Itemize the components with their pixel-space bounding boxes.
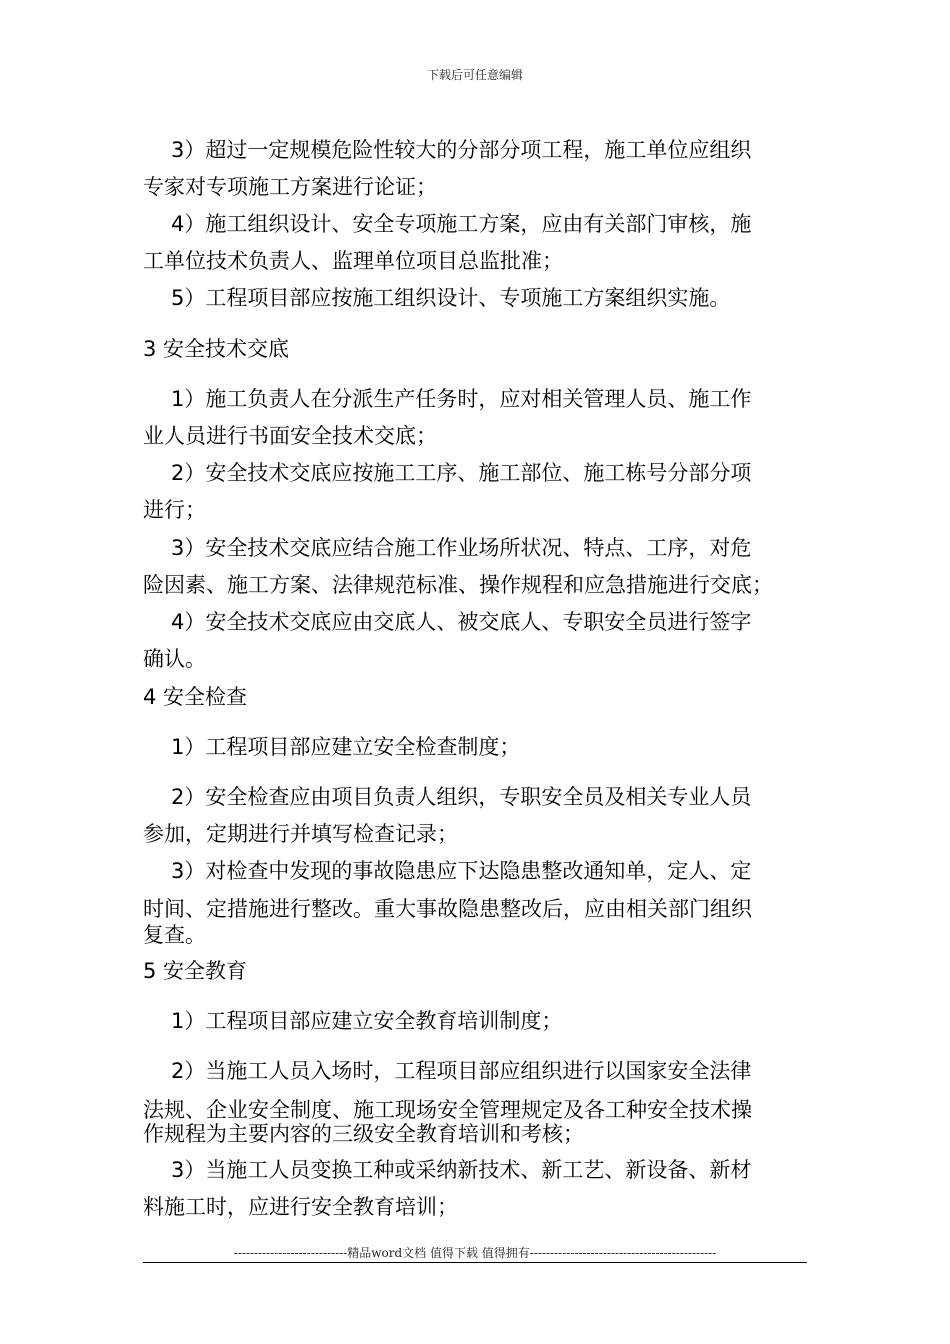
text-line: 业人员进行书面安全技术交底； (143, 424, 437, 448)
text-line: 工单位技术负责人、监理单位项目总监批准； (143, 249, 563, 273)
text-line: 作规程为主要内容的三级安全教育培训和考核； (143, 1122, 584, 1146)
text-line: 3）超过一定规模危险性较大的分部分项工程，施工单位应组织 (171, 138, 752, 162)
text-line: 3）安全技术交底应结合施工作业场所状况、特点、工序，对危 (171, 536, 752, 560)
section-heading: 3 安全技术交底 (143, 337, 290, 361)
page-footer: ----------------------------精品word文档 值得下载 值得拥有---------------------------------------------- (233, 1246, 717, 1260)
text-line: 5）工程项目部应按施工组织设计、专项施工方案组织实施。 (171, 286, 731, 310)
text-line: 料施工时，应进行安全教育培训； (143, 1195, 458, 1219)
text-line: 参加，定期进行并填写检查记录； (143, 822, 458, 846)
text-line: 2）安全检查应由项目负责人组织，专职安全员及相关专业人员 (171, 785, 752, 809)
text-line: 1）施工负责人在分派生产任务时，应对相关管理人员、施工作 (171, 387, 752, 411)
text-line: 确认。 (143, 647, 206, 671)
text-line: 4）安全技术交底应由交底人、被交底人、专职安全员进行签字 (171, 610, 752, 634)
text-line: 2）安全技术交底应按施工工序、施工部位、施工栋号分部分项 (171, 461, 752, 485)
footer-divider (143, 1262, 807, 1263)
text-line: 1）工程项目部应建立安全教育培训制度； (171, 1009, 563, 1033)
text-line: 4）施工组织设计、安全专项施工方案，应由有关部门审核，施 (171, 212, 752, 236)
text-line: 复查。 (143, 923, 206, 947)
text-line: 进行； (143, 498, 206, 522)
page-header: 下载后可任意编辑 (426, 68, 523, 82)
text-line: 险因素、施工方案、法律规范标准、操作规程和应急措施进行交底； (143, 573, 773, 597)
section-heading: 4 安全检查 (143, 685, 248, 709)
text-line: 专家对专项施工方案进行论证； (143, 175, 437, 199)
text-line: 3）对检查中发现的事故隐患应下达隐患整改通知单，定人、定 (171, 859, 752, 883)
section-heading: 5 安全教育 (143, 959, 248, 983)
text-line: 3）当施工人员变换工种或采纳新技术、新工艺、新设备、新材 (171, 1158, 752, 1182)
text-line: 时间、定措施进行整改。重大事故隐患整改后，应由相关部门组织 (143, 897, 752, 921)
text-line: 1）工程项目部应建立安全检查制度； (171, 735, 521, 759)
text-line: 2）当施工人员入场时，工程项目部应组织进行以国家安全法律 (171, 1059, 752, 1083)
text-line: 法规、企业安全制度、施工现场安全管理规定及各工种安全技术操 (143, 1098, 752, 1122)
